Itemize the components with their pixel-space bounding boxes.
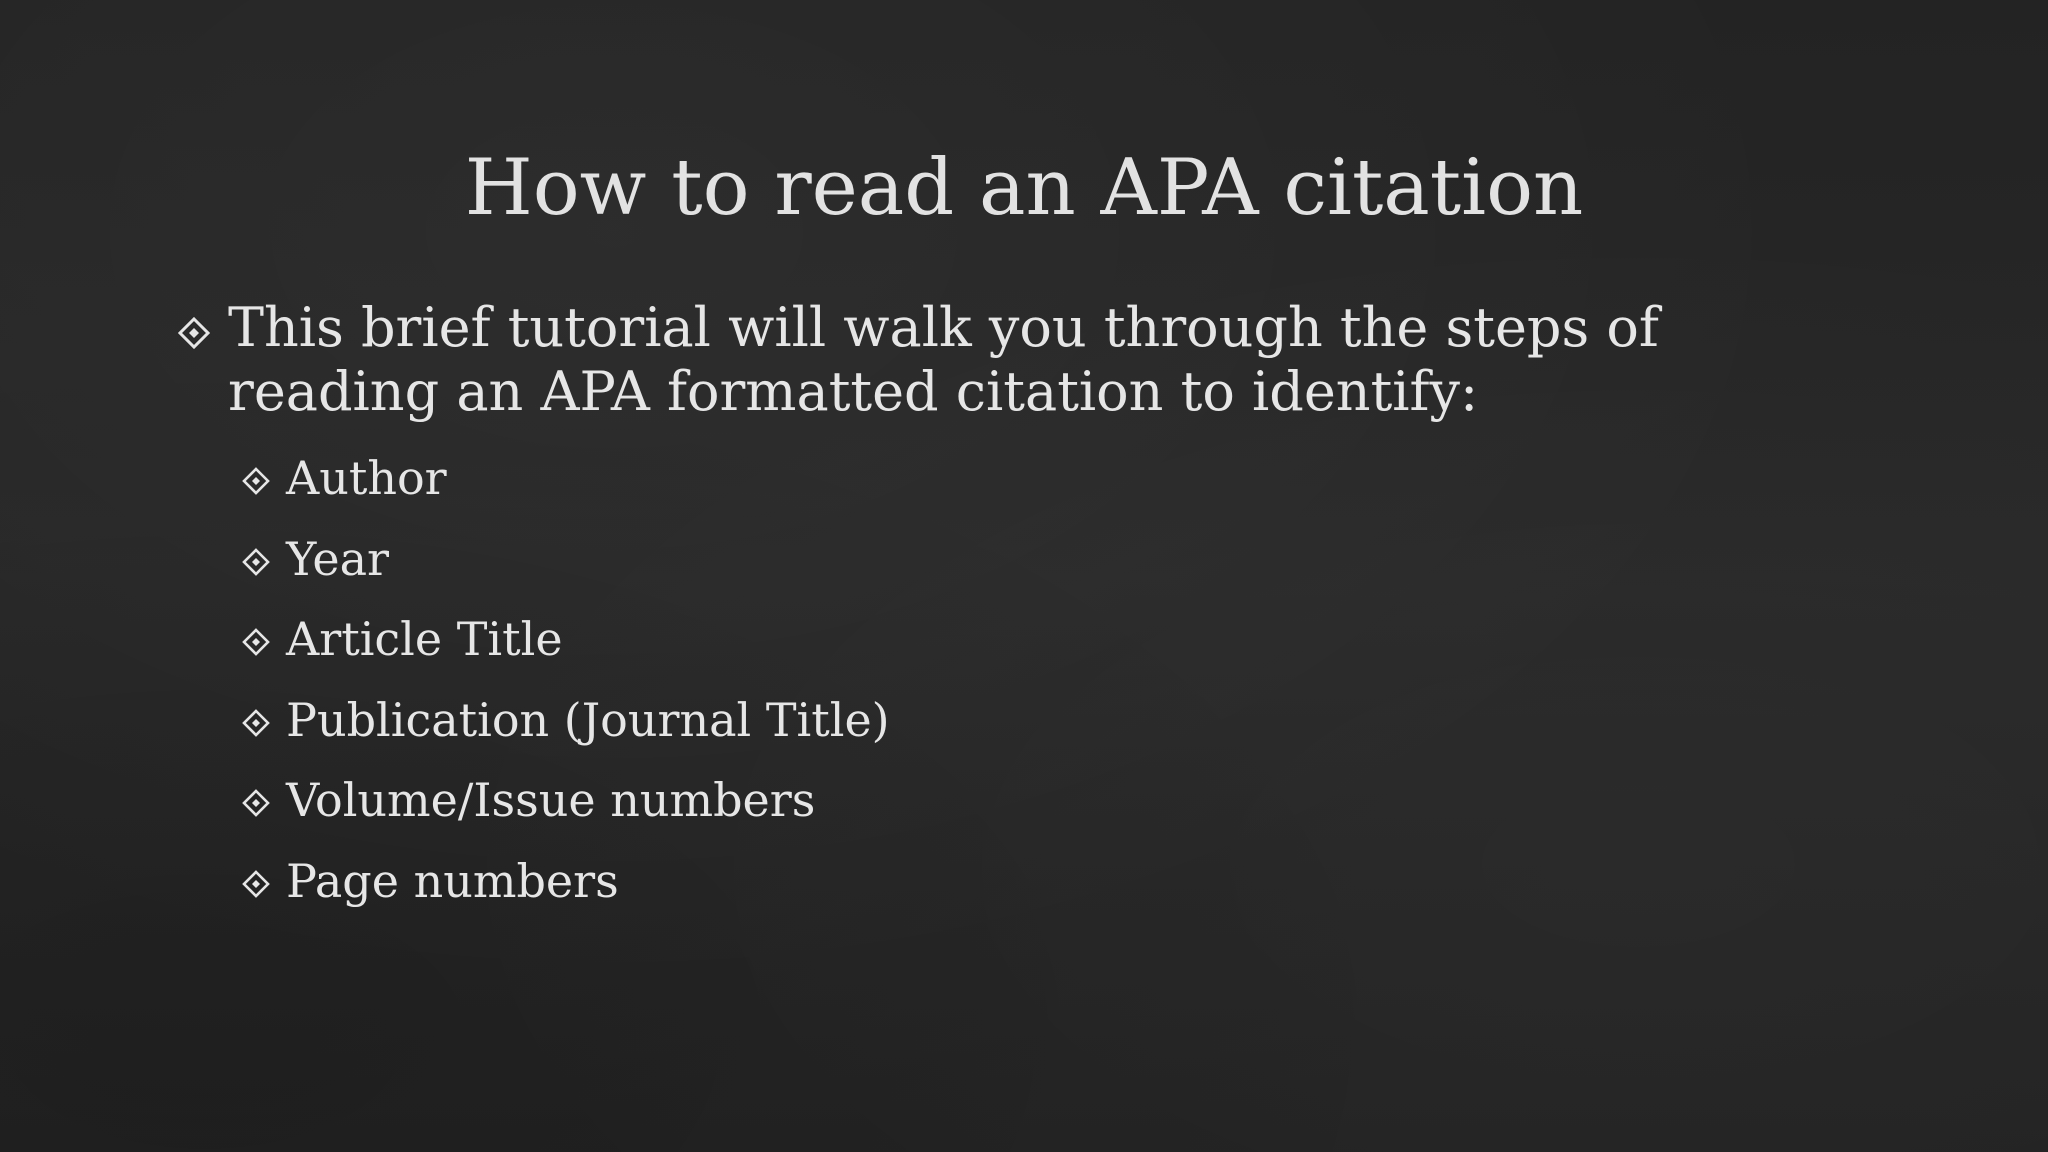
sub-bullet-item [242,531,1876,587]
sub-bullet-item [242,450,1876,506]
diamond-bullet-icon [242,709,270,737]
diamond-bullet-icon [242,789,270,817]
sub-bullet-list [176,450,1876,909]
diamond-bullet-icon [242,467,270,495]
main-bullet [176,296,1876,424]
sub-bullet-text: Article Title [286,612,563,666]
slide-title: How to read an APA citation [464,143,1584,233]
sub-bullet-item [242,692,1876,748]
sub-bullet-text: Volume/Issue numbers [286,773,816,827]
sub-bullet-text: Publication (Journal Title) [286,692,890,747]
diamond-bullet-icon [242,870,270,898]
diamond-bullet-icon [242,628,270,656]
sub-bullet-text: Author [286,451,447,505]
diamond-bullet-icon [178,317,210,349]
slide-content [176,296,1876,933]
sub-bullet-item [242,853,1876,909]
diamond-bullet-icon [242,548,270,576]
sub-bullet-item [242,772,1876,828]
sub-bullet-item [242,611,1876,667]
sub-bullet-text: Page numbers [286,853,619,908]
sub-bullet-text: Year [286,531,390,586]
main-bullet-text: This brief tutorial will walk you through the steps of reading an APA formatted citation to identify: [228,296,1659,423]
